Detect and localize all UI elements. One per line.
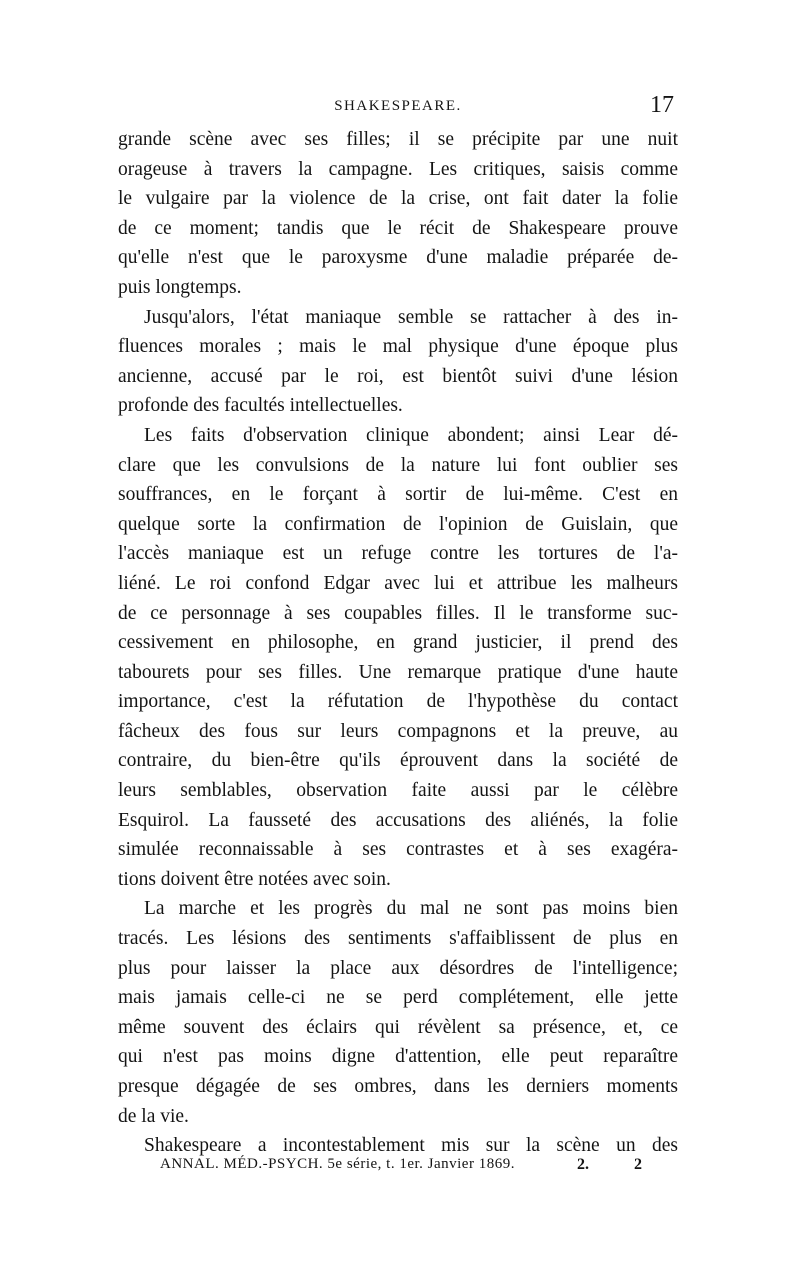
text-line: même souvent des éclairs qui révèlent sa présence, et, ce (118, 1016, 678, 1038)
text-line: plus pour laisser la place aux désordres de l'intelligence; (118, 957, 678, 979)
text-line: fluences morales ; mais le mal physique d'une époque plus (118, 336, 678, 358)
text-line: Shakespeare a incontestablement mis sur la scène un des (144, 1135, 678, 1157)
journal-citation: ANNAL. MÉD.-PSYCH. 5e série, t. 1er. Janvier 1869. (160, 1156, 515, 1172)
text-line: cessivement en philosophe, en grand justicier, il prend des (118, 632, 678, 654)
text-line: quelque sorte la confirmation de l'opinion de Guislain, que (118, 513, 678, 535)
text-line: tabourets pour ses filles. Une remarque pratique d'une haute (118, 661, 678, 683)
running-head (118, 92, 678, 122)
text-line: fâcheux des fous sur leurs compagnons et la preuve, au (118, 720, 678, 742)
body-text (118, 125, 678, 1161)
text-line: La marche et les progrès du mal ne sont pas moins bien (144, 898, 678, 920)
text-line: Les faits d'observation clinique abondent; ainsi Lear dé- (144, 424, 678, 446)
text-line: de ce moment; tandis que le récit de Shakespeare prouve (118, 217, 678, 239)
text-line: l'accès maniaque est un refuge contre les tortures de l'a- (118, 543, 678, 565)
text-line: tracés. Les lésions des sentiments s'affaiblissent de plus en (118, 928, 678, 950)
signature-number: 2 (634, 1156, 642, 1173)
text-line: puis longtemps. (118, 276, 242, 298)
text-line: de ce personnage à ses coupables filles. Il le transforme suc- (118, 602, 678, 624)
text-line: simulée reconnaissable à ses contrastes et à ses exagéra- (118, 839, 678, 861)
text-line: qui n'est pas moins digne d'attention, elle peut reparaître (118, 1046, 678, 1068)
signature-mark: 2. (577, 1156, 589, 1173)
text-line: Esquirol. La fausseté des accusations des aliénés, la folie (118, 809, 678, 831)
text-line: profonde des facultés intellectuelles. (118, 395, 403, 417)
text-line: leurs semblables, observation faite aussi par le célèbre (118, 780, 678, 802)
text-line: liéné. Le roi confond Edgar avec lui et attribue les malheurs (118, 572, 678, 594)
text-line: souffrances, en le forçant à sortir de lui-même. C'est en (118, 484, 678, 506)
text-line: presque dégagée de ses ombres, dans les derniers moments (118, 1076, 678, 1097)
text-line: contraire, du bien-être qu'ils éprouvent dans la société de (118, 750, 678, 772)
text-line: grande scène avec ses filles; il se précipite par une nuit (118, 129, 678, 150)
text-line: clare que les convulsions de la nature lui font oublier ses (118, 454, 678, 476)
text-line: mais jamais celle-ci ne se perd complétement, elle jette (118, 987, 678, 1009)
text-line: Jusqu'alors, l'état maniaque semble se rattacher à des in- (144, 306, 678, 328)
page-footer (160, 1156, 650, 1180)
text-line: orageuse à travers la campagne. Les critiques, saisis comme (118, 158, 678, 180)
text-line: ancienne, accusé par le roi, est bientôt suivi d'une lésion (118, 365, 678, 387)
text-line: de la vie. (118, 1105, 189, 1127)
text-line: le vulgaire par la violence de la crise, ont fait dater la folie (118, 188, 678, 210)
page-number: 17 (650, 92, 674, 118)
text-line: qu'elle n'est que le paroxysme d'une maladie préparée de- (118, 247, 678, 269)
text-line: importance, c'est la réfutation de l'hypothèse du contact (118, 691, 678, 713)
running-title: SHAKESPEARE. (334, 98, 462, 114)
text-line: tions doivent être notées avec soin. (118, 868, 391, 890)
